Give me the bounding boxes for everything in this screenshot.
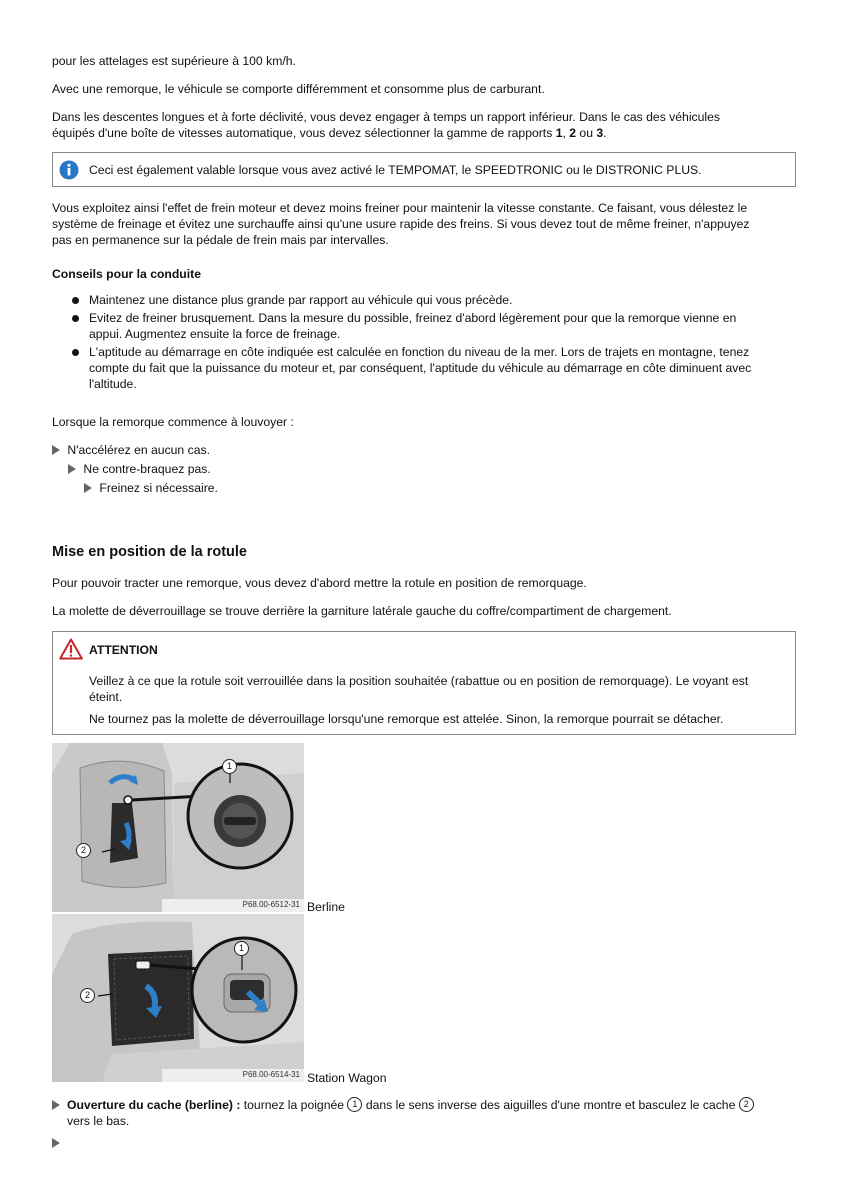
marker-1: 1 (222, 759, 237, 774)
conseils-heading: Conseils pour la conduite (52, 267, 201, 281)
bullet-icon (72, 315, 79, 322)
step-arrow-icon (52, 1100, 60, 1110)
instruction-item-empty (52, 1135, 60, 1151)
step-arrow-icon (68, 464, 76, 474)
section-title: Mise en position de la rotule (52, 544, 247, 560)
paragraph-molette: La molette de déverrouillage se trouve derrière la garniture latérale gauche du coffre/compartiment de chargement. (52, 604, 672, 618)
info-note-box (52, 152, 796, 187)
step-arrow-icon (52, 445, 60, 455)
paragraph-engine-brake: Vous exploitez ainsi l'effet de frein moteur et devez moins freiner pour maintenir la vitesse constante. Ce faisant, vous délestez le système de freinage et évitez une surchauffe ainsi qu'une usure rapide des freins. Si vous devez tout de même freiner, n'appuyez pas en permanence sur la pédale de frein mais par intervalles. (52, 201, 750, 247)
attention-box (52, 631, 796, 735)
info-note-text: Ceci est également valable lorsque vous avez activé le TEMPOMAT, le SPEEDTRONIC ou le DISTRONIC PLUS. (89, 163, 702, 177)
paragraph-descents: Dans les descentes longues et à forte déclivité, vous devez engager à temps un rapport inférieur. Dans le cas des véhicules équipés d'une boîte de vitesses automatique, vous devez sélectionner la gamme de rapports 1, 2 ou 3. (52, 110, 720, 140)
figure-code: P68.00-6514-31 (242, 1070, 300, 1079)
figure-station-wagon (52, 914, 304, 1082)
list-item: L'aptitude au démarrage en côte indiquée est calculée en fonction du niveau de la mer. Lors de trajets en montagne, tenez compte du fait que la puissance du moteur et, par conséquent, l'aptitude du véhicule au démarrage en côte diminuent avec l'altitude. (72, 344, 792, 392)
step-item: Freinez si nécessaire. (84, 480, 218, 496)
step-item: Ne contre-braquez pas. (68, 461, 211, 477)
warning-triangle-icon (59, 638, 83, 660)
list-item: Evitez de freiner brusquement. Dans la mesure du possible, freinez d'abord légèrement pour que la remorque vienne en appui. Augmentez ensuite la force de freinage. (72, 310, 792, 342)
paragraph-speed: pour les attelages est supérieure à 100 km/h. (52, 54, 296, 68)
info-icon (59, 160, 79, 180)
figure-caption-station-wagon: Station Wagon (307, 1071, 387, 1085)
step-item: N'accélérez en aucun cas. (52, 442, 210, 458)
marker-1: 1 (234, 941, 249, 956)
paragraph-rotule: Pour pouvoir tracter une remorque, vous devez d'abord mettre la rotule en position de remorquage. (52, 576, 587, 590)
louvoyer-intro: Lorsque la remorque commence à louvoyer : (52, 415, 294, 429)
step-arrow-icon (84, 483, 92, 493)
marker-2: 2 (76, 843, 91, 858)
paragraph-trailer-behaviour: Avec une remorque, le véhicule se comporte différemment et consomme plus de carburant. (52, 82, 545, 96)
marker-1: 1 (347, 1097, 362, 1112)
trunk-illustration-berline (52, 743, 304, 912)
attention-text: Veillez à ce que la rotule soit verrouillée dans la position souhaitée (rabattue ou en position de remorquage). Le voyant est éteint. Ne tournez pas la molette de déverrouillage lorsqu'une remorque est attelée. Sinon, la remorque pourrait se détacher. (89, 674, 749, 726)
marker-2: 2 (80, 988, 95, 1003)
marker-2: 2 (739, 1097, 754, 1112)
figure-berline (52, 743, 304, 912)
step-arrow-icon (52, 1138, 60, 1148)
figure-code: P68.00-6512-31 (242, 900, 300, 909)
attention-label: ATTENTION (89, 643, 158, 657)
figure-caption-berline: Berline (307, 900, 345, 914)
bullet-icon (72, 297, 79, 304)
list-item: Maintenez une distance plus grande par rapport au véhicule qui vous précède. (72, 292, 792, 308)
bullet-icon (72, 349, 79, 356)
instruction-item: Ouverture du cache (berline) : tournez la poignée 1 dans le sens inverse des aiguilles d'une montre et basculez le cache 2 vers le bas. (52, 1097, 797, 1129)
conseils-list (72, 292, 792, 392)
